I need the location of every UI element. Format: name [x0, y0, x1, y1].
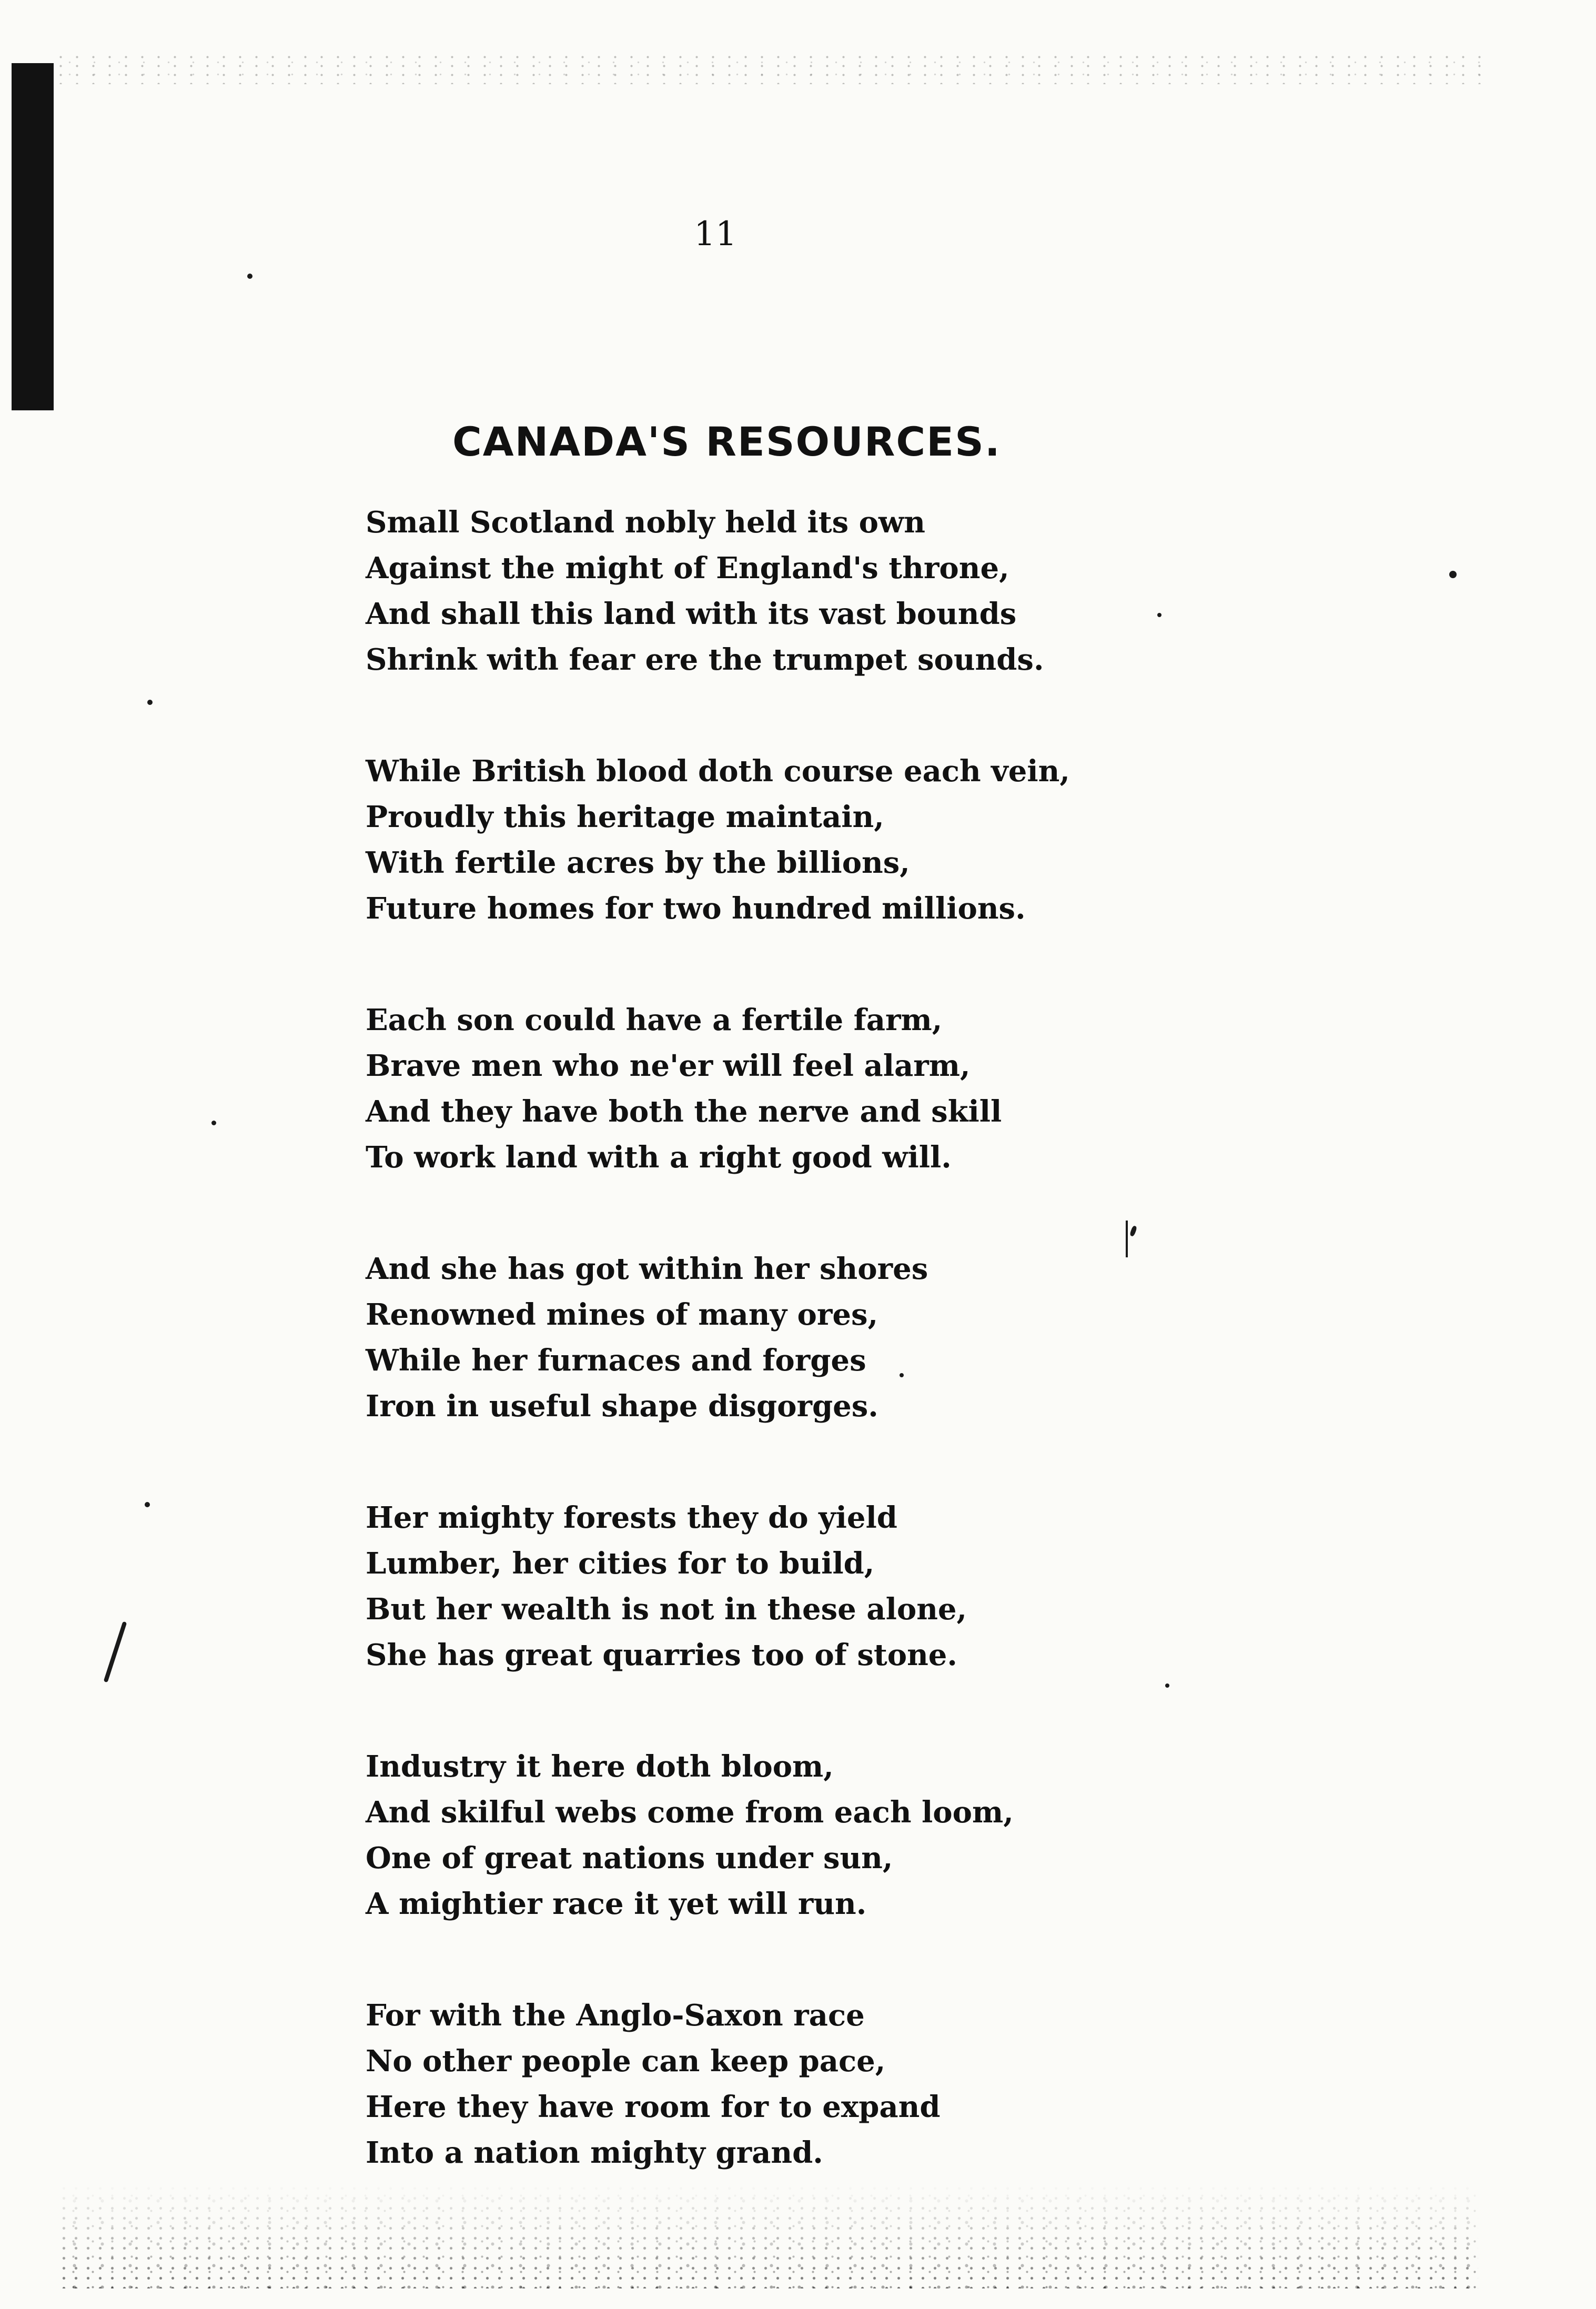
- poem-line: Small Scotland nobly held its own: [366, 505, 925, 540]
- stanza-6: [366, 1744, 1155, 1927]
- ink-mark: [104, 1621, 127, 1683]
- poem-line: Each son could have a fertile farm,: [366, 1003, 943, 1037]
- poem-line: For with the Anglo-Saxon race: [366, 1998, 865, 2033]
- poem-line: And shall this land with its vast bounds: [366, 597, 1017, 631]
- poem-line: Into a nation mighty grand.: [366, 2135, 823, 2170]
- poem-line: Shrink with fear ere the trumpet sounds.: [366, 642, 1044, 677]
- poem-line: While British blood doth course each vein,: [366, 754, 1070, 789]
- poem-line: Renowned mines of many ores,: [366, 1297, 878, 1332]
- stanza-3: [366, 997, 1155, 1181]
- poem-line: Proudly this heritage maintain,: [366, 800, 884, 834]
- ink-mark: [1165, 1683, 1169, 1688]
- ink-mark: [147, 700, 153, 705]
- poem-line: Brave men who ne'er will feel alarm,: [366, 1048, 971, 1083]
- ink-mark: [1449, 571, 1457, 578]
- ink-mark: [145, 1502, 150, 1507]
- poem-line: One of great nations under sun,: [366, 1841, 893, 1876]
- poem-line: And skilful webs come from each loom,: [366, 1795, 1014, 1830]
- poem-line: No other people can keep pace,: [366, 2044, 886, 2079]
- poem-line: And she has got within her shores: [366, 1252, 928, 1286]
- poem-line: Industry it here doth bloom,: [366, 1749, 834, 1784]
- poem-line: A mightier race it yet will run.: [366, 1887, 867, 1921]
- poem-line: Future homes for two hundred millions.: [366, 891, 1026, 926]
- poem-line: Against the might of England's throne,: [366, 551, 1009, 586]
- ink-mark: [1157, 613, 1161, 617]
- stanza-2: [366, 749, 1155, 932]
- ink-mark: [211, 1121, 216, 1125]
- stanza-5: [366, 1495, 1155, 1678]
- poem-title: CANADA'S RESOURCES.: [452, 418, 1001, 465]
- poem-line: And they have both the nerve and skill: [366, 1094, 1002, 1129]
- scan-edge-bar: [12, 63, 54, 410]
- poem-line: While her furnaces and forges: [366, 1343, 866, 1378]
- page-number: 11: [694, 215, 737, 254]
- poem-line: But her wealth is not in these alone,: [366, 1592, 967, 1627]
- stanza-7: [366, 1993, 1155, 2176]
- poem-line: She has great quarries too of stone.: [366, 1638, 957, 1672]
- scan-noise-top: [53, 53, 1483, 84]
- ink-mark: [247, 274, 252, 279]
- poem-line: Lumber, her cities for to build,: [366, 1546, 875, 1581]
- poem-line: To work land with a right good will.: [366, 1140, 952, 1175]
- stanza-1: [366, 500, 1155, 683]
- poem-line: With fertile acres by the billions,: [366, 845, 910, 880]
- poem-line: Iron in useful shape disgorges.: [366, 1389, 878, 1424]
- poem-body: [366, 500, 1155, 2176]
- stanza-4: [366, 1246, 1155, 1429]
- scan-noise-bottom: [58, 2183, 1478, 2288]
- poem-line: Here they have room for to expand: [366, 2090, 941, 2124]
- poem-line: Her mighty forests they do yield: [366, 1500, 897, 1535]
